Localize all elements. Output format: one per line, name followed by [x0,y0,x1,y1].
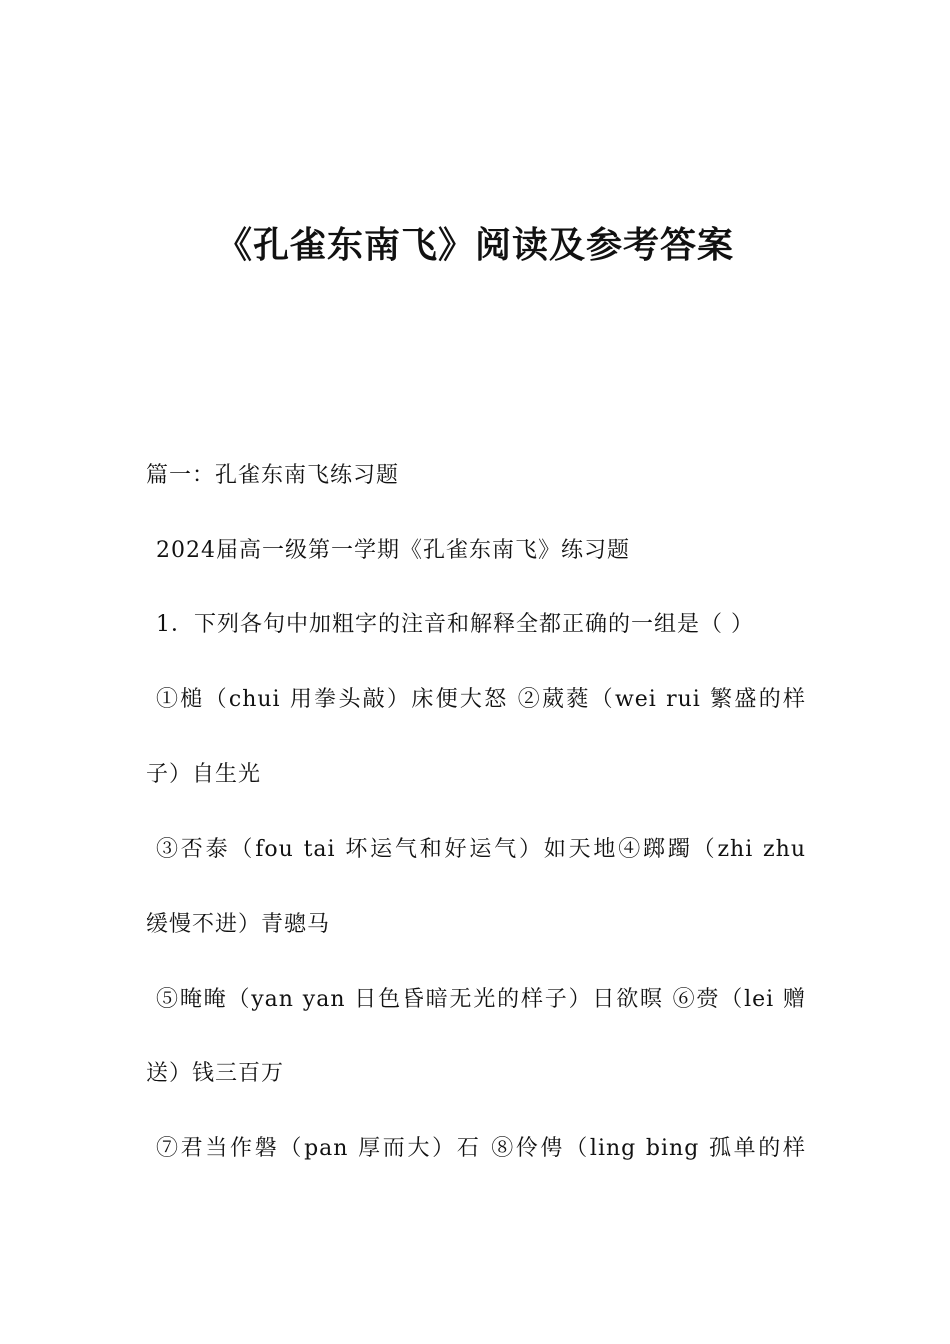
section-heading: 篇一：孔雀东南飞练习题 [146,463,400,488]
document-title: 《孔雀东南飞》阅读及参考答案 [215,225,734,266]
question-1-options-line: ①槌（chui 用拳头敲）床便大怒 ②葳蕤（wei rui 繁盛的样 [156,687,806,712]
question-1-options-line: ⑦君当作磐（pan 厚而大）石 ⑧伶俜（ling bing 孤单的样 [156,1136,806,1161]
question-1-options-line: 子）自生光 [146,762,262,787]
question-1-options-line: ⑤晻晻（yan yan 日色昏暗无光的样子）日欲暝 ⑥赍（lei 赠 [156,987,806,1012]
question-1-options-line: 缓慢不进）青骢马 [146,912,331,937]
exercise-subtitle: 2024届高一级第一学期《孔雀东南飞》练习题 [156,538,630,563]
question-1-options-line: ③否泰（fou tai 坏运气和好运气）如天地④踯躅（zhi zhu [156,837,806,862]
question-1-stem: 1．下列各句中加粗字的注音和解释全都正确的一组是（ ） [156,612,754,637]
question-1-options-line: 送）钱三百万 [146,1061,285,1086]
